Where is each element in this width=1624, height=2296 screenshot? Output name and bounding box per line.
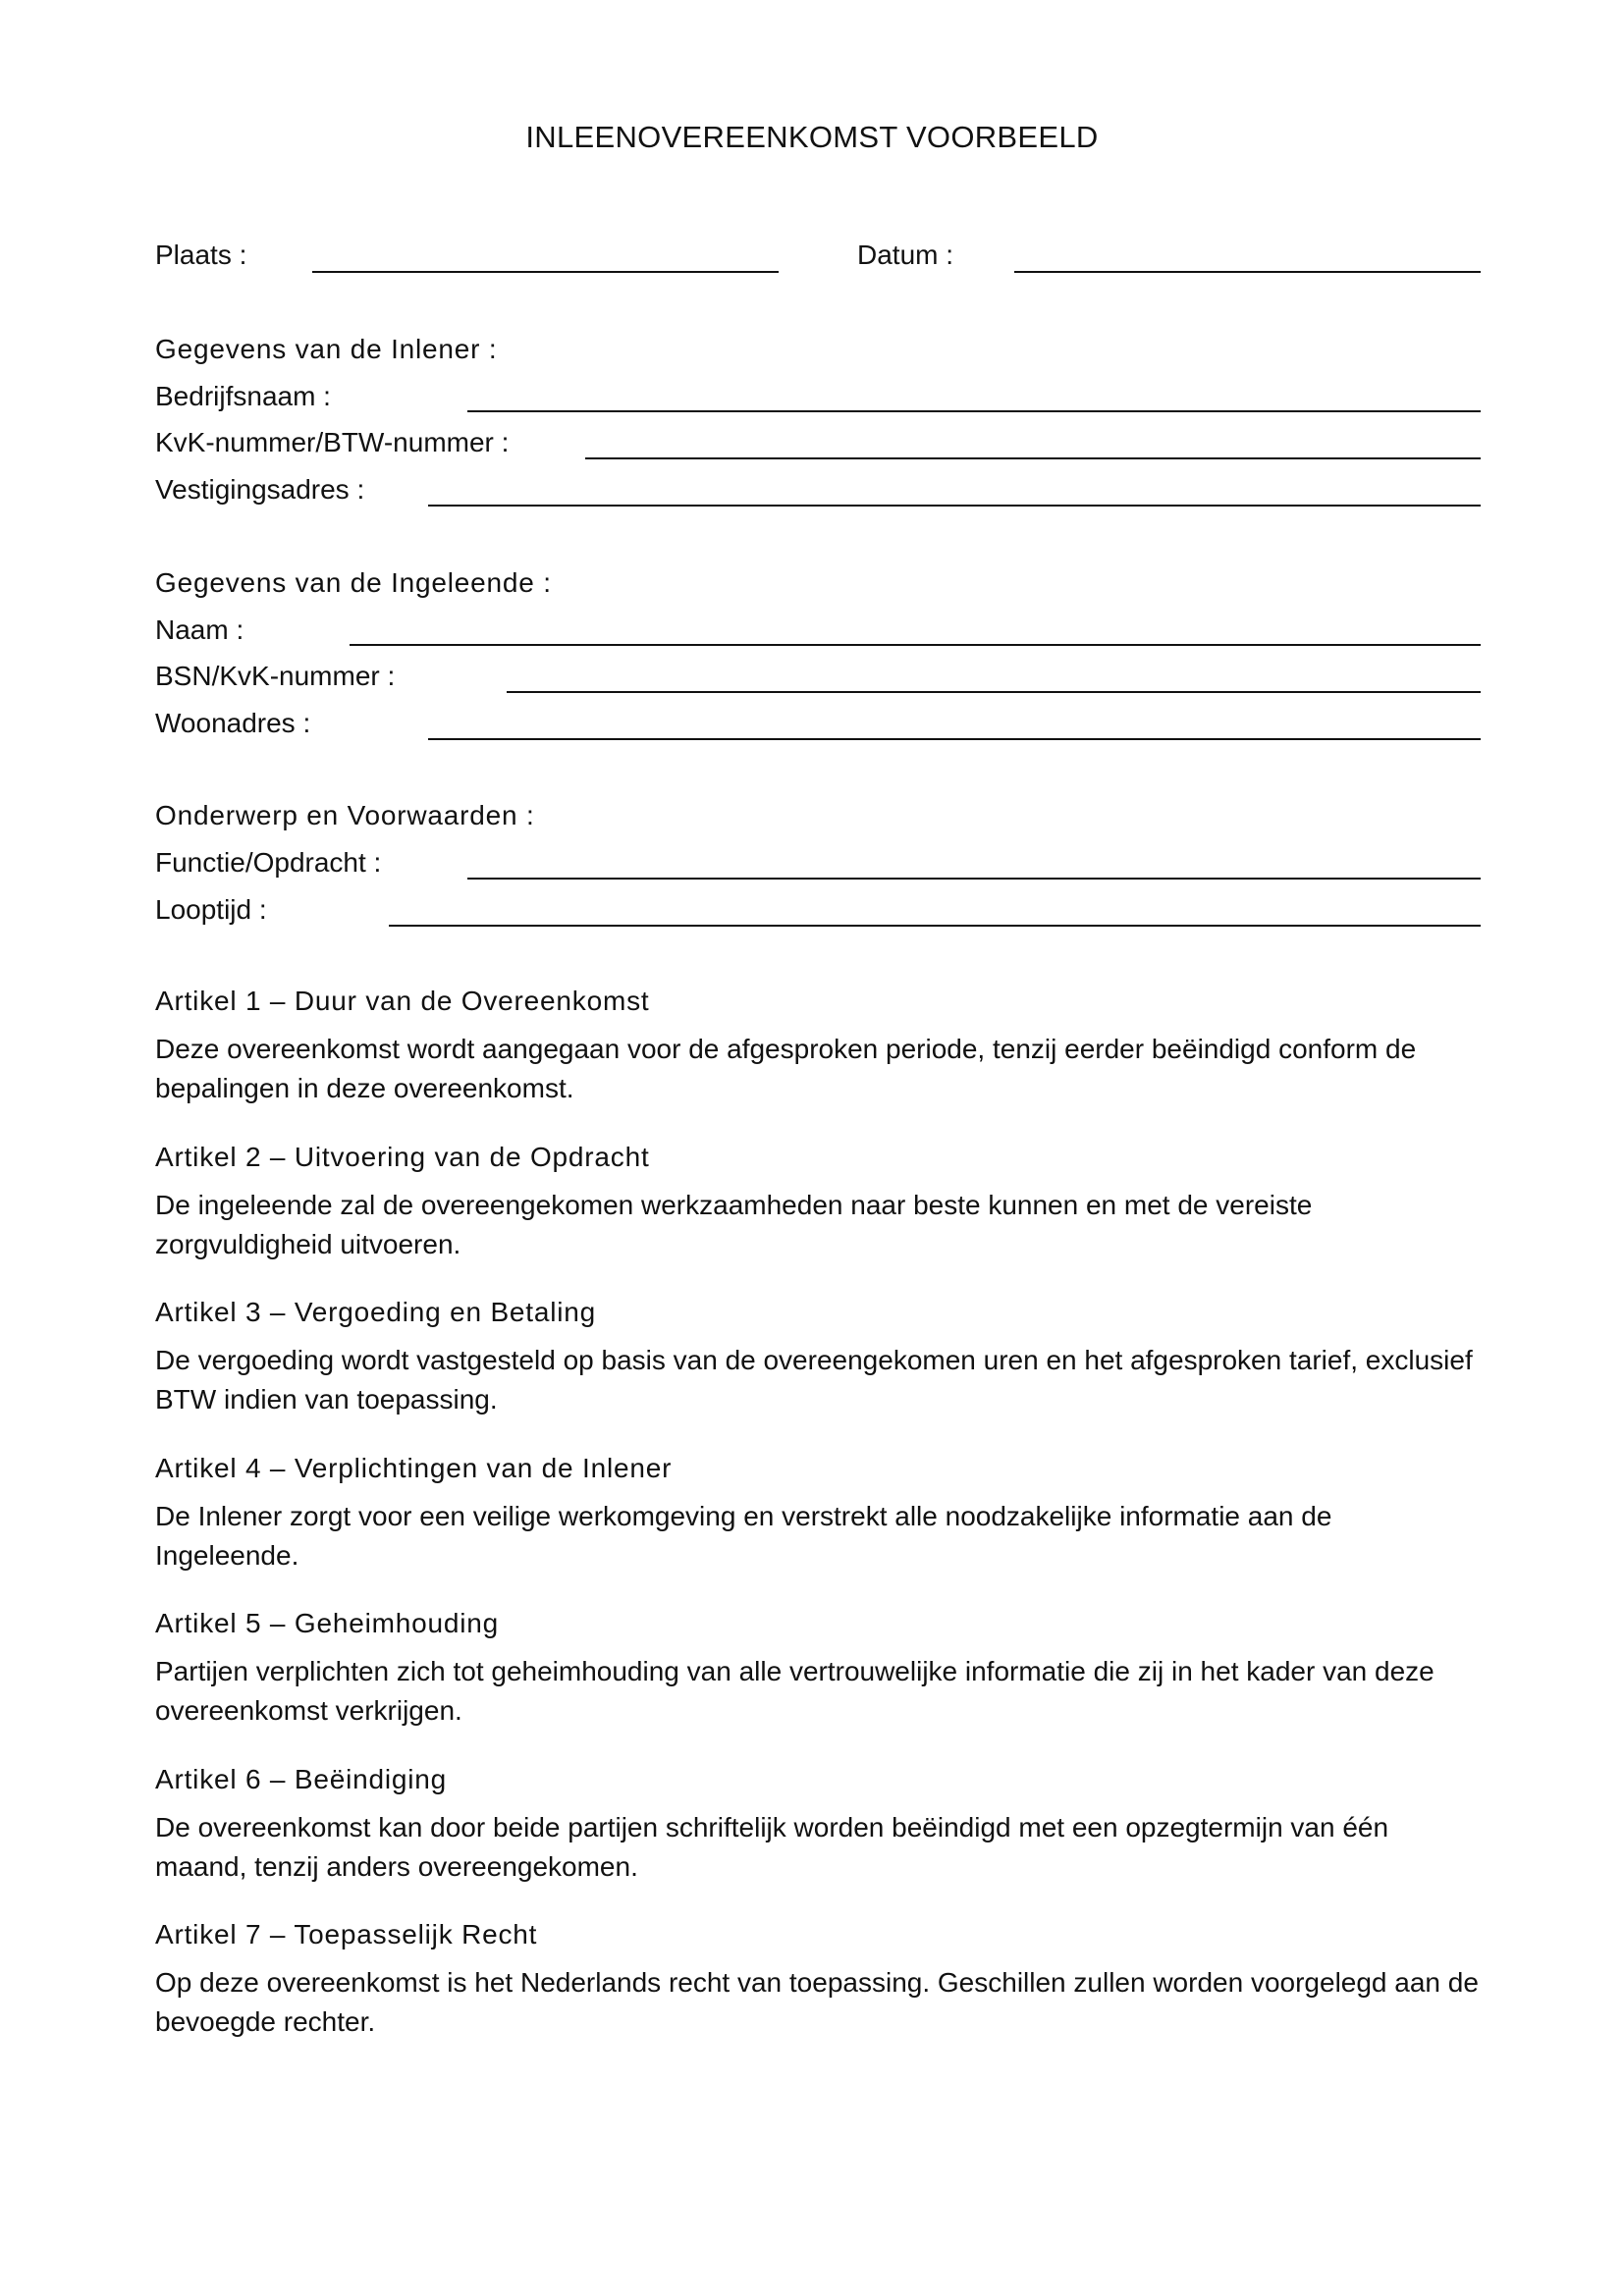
establishment-address-field-line[interactable] [428,505,1481,507]
borrowed-heading: Gegevens van de Ingeleende : [155,567,552,598]
article-1-title: Artikel 1 – Duur van de Overeenkomst [155,986,650,1016]
article-6-title: Artikel 6 – Beëindiging [155,1764,448,1794]
company-name-field-line[interactable] [467,410,1481,412]
function-field-line[interactable] [467,878,1481,880]
article-6-text [155,1808,1490,1887]
article-5-title: Artikel 5 – Geheimhouding [155,1608,499,1638]
article-5-line-2: overeenkomst verkrijgen. [155,1695,462,1726]
place-label: Plaats : [155,240,247,270]
article-1-line-1: Deze overeenkomst wordt aangegaan voor de afgesproken periode, tenzij eerder beëindigd conform de [155,1034,1417,1064]
article-3-text [155,1341,1490,1419]
article-7-line-1: Op deze overeenkomst is het Nederlands recht van toepassing. Geschillen zullen worden voorgelegd aan de [155,1967,1479,1998]
article-7-text [155,1963,1490,2042]
name-label: Naam : [155,614,244,645]
company-name-label: Bedrijfsnaam : [155,381,331,411]
article-1-text [155,1030,1490,1108]
article-2-title: Artikel 2 – Uitvoering van de Opdracht [155,1142,650,1172]
article-4-line-2: Ingeleende. [155,1540,299,1571]
date-field-line[interactable] [1014,271,1481,273]
article-4-title: Artikel 4 – Verplichtingen van de Inlener [155,1453,673,1483]
article-3-title: Artikel 3 – Vergoeding en Betaling [155,1297,597,1327]
article-4-line-1: De Inlener zorgt voor een veilige werkomgeving en verstrekt alle noodzakelijke informatie aan de [155,1501,1332,1531]
date-label: Datum : [857,240,954,270]
article-2-text [155,1186,1490,1264]
duration-label: Looptijd : [155,894,267,925]
article-2-line-1: De ingeleende zal de overeengekomen werkzaamheden naar beste kunnen en met de vereiste [155,1190,1313,1220]
place-field-line[interactable] [312,271,779,273]
borrower-heading: Gegevens van de Inlener : [155,334,498,364]
article-3-line-2: BTW indien van toepassing. [155,1384,498,1415]
article-7-title: Artikel 7 – Toepasselijk Recht [155,1919,538,1949]
name-field-line[interactable] [350,644,1481,646]
home-address-label: Woonadres : [155,708,311,738]
bsn-kvk-field-line[interactable] [507,691,1481,693]
duration-field-line[interactable] [389,925,1481,927]
subject-heading: Onderwerp en Voorwaarden : [155,800,535,830]
article-7-line-2: bevoegde rechter. [155,2006,376,2037]
article-6-line-2: maand, tenzij anders overeengekomen. [155,1851,638,1882]
function-label: Functie/Opdracht : [155,847,382,878]
bsn-kvk-label: BSN/KvK-nummer : [155,661,396,691]
article-3-line-1: De vergoeding wordt vastgesteld op basis van de overeengekomen uren en het afgesproken tarief, exclusief [155,1345,1473,1375]
article-5-text [155,1652,1490,1731]
article-1-line-2: bepalingen in deze overeenkomst. [155,1073,574,1103]
establishment-address-label: Vestigingsadres : [155,474,365,505]
article-2-line-2: zorgvuldigheid uitvoeren. [155,1229,461,1259]
article-6-line-1: De overeenkomst kan door beide partijen schriftelijk worden beëindigd met een opzegtermijn van één [155,1812,1389,1842]
document-title: INLEENOVEREENKOMST VOORBEELD [525,120,1099,154]
kvk-btw-label: KvK-nummer/BTW-nummer : [155,427,510,457]
article-5-line-1: Partijen verplichten zich tot geheimhouding van alle vertrouwelijke informatie die zij in het kader van deze [155,1656,1435,1686]
home-address-field-line[interactable] [428,738,1481,740]
kvk-btw-field-line[interactable] [585,457,1481,459]
article-4-text [155,1497,1490,1575]
